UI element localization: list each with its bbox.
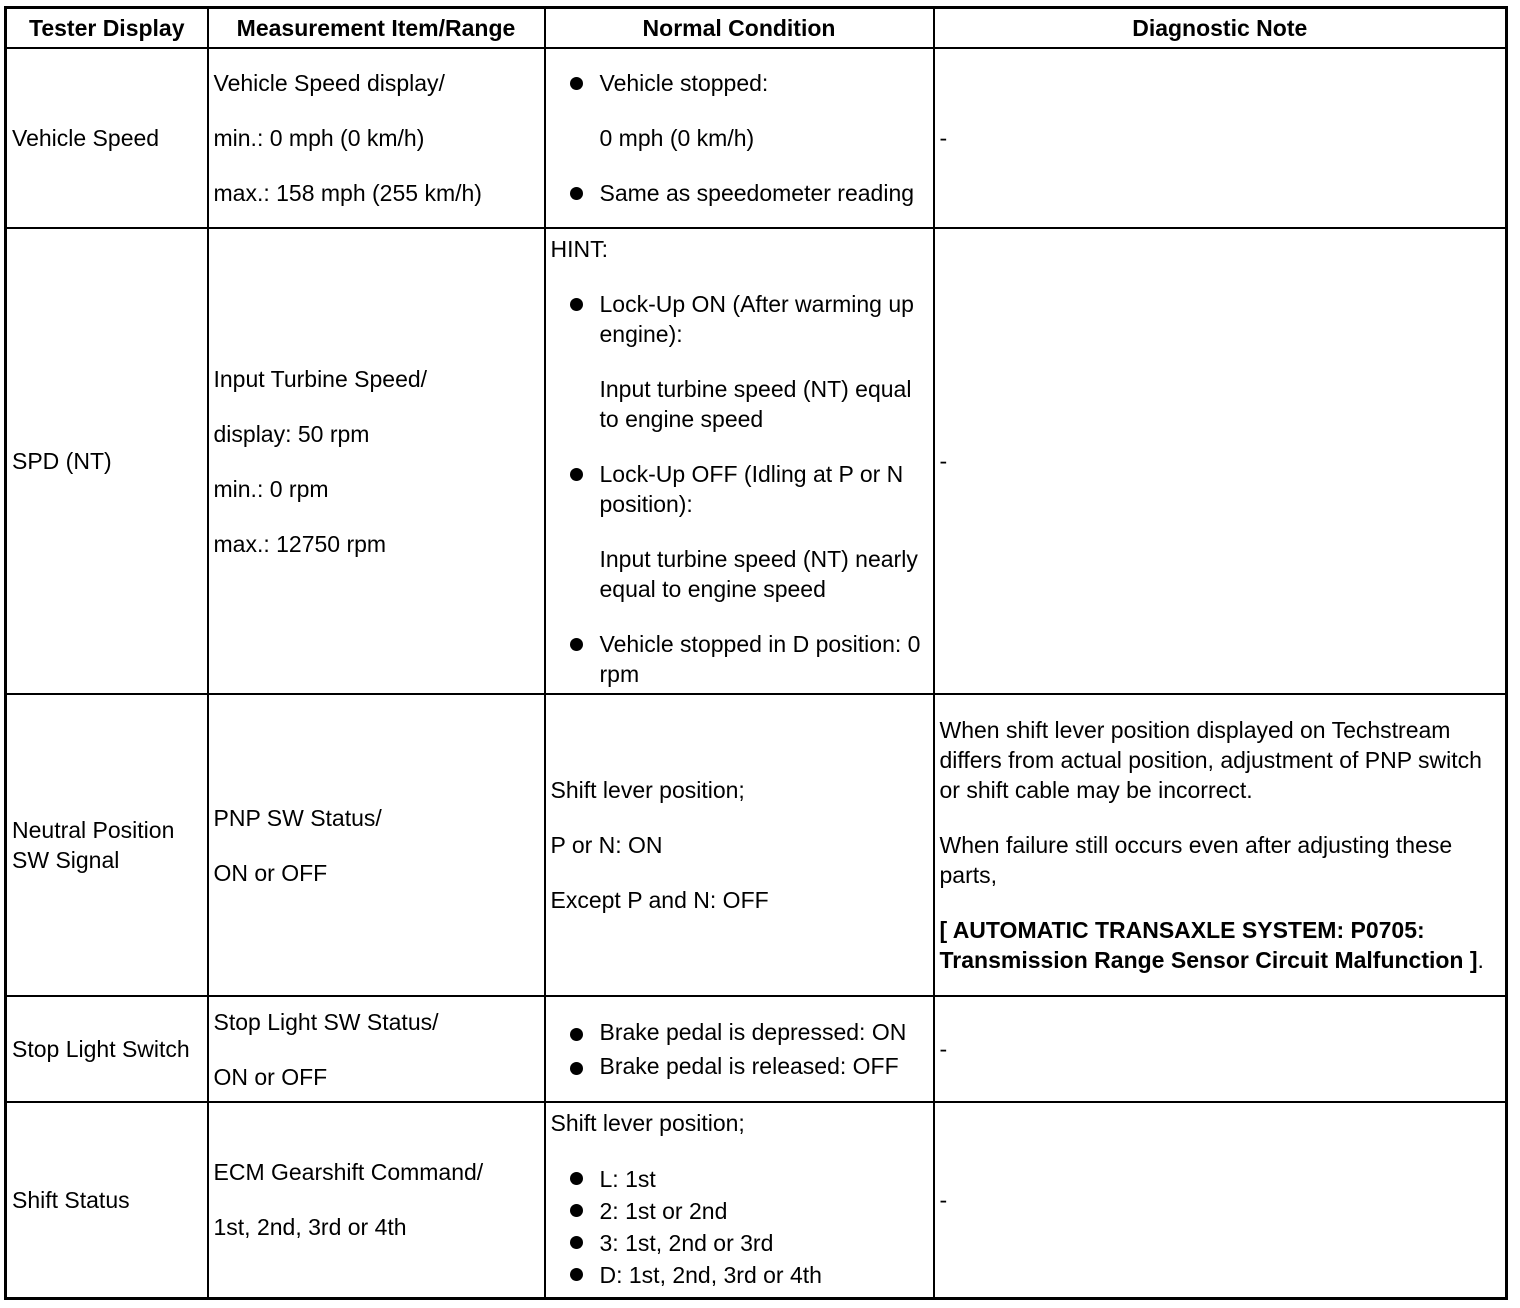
condition-text: Vehicle stopped: — [599, 70, 769, 96]
header-diagnostic-note: Diagnostic Note — [934, 8, 1507, 49]
tester-display-cell: Shift Status — [6, 1102, 208, 1298]
measurement-line: 1st, 2nd, 3rd or 4th — [213, 1214, 407, 1241]
condition-text: Vehicle stopped in D position: 0 rpm — [599, 630, 921, 687]
measurement-cell — [208, 228, 545, 694]
diagnostic-note-cell: - — [934, 228, 1507, 694]
hint-label: HINT: — [550, 235, 608, 262]
measurement-cell — [208, 1102, 545, 1298]
measurement-line: min.: 0 rpm — [213, 475, 329, 502]
measurement-cell — [208, 996, 545, 1102]
table-row — [6, 694, 1507, 996]
measurement-line: max.: 12750 rpm — [213, 530, 387, 557]
condition-item — [551, 178, 928, 208]
diagnostic-data-table — [4, 6, 1508, 1300]
diagnostic-note-cell — [934, 694, 1507, 996]
dtc-reference-link[interactable]: [ AUTOMATIC TRANSAXLE SYSTEM: P0705: Transmission Range Sensor Circuit Malfunction ] — [939, 917, 1478, 973]
measurement-line: ECM Gearshift Command/ — [213, 1159, 484, 1186]
condition-item — [551, 1195, 928, 1227]
condition-text: Lock-Up OFF (Idling at P or N position): — [599, 460, 904, 517]
condition-text: Brake pedal is depressed: ON — [599, 1019, 907, 1045]
condition-item — [551, 1163, 928, 1195]
condition-item — [551, 629, 928, 689]
tester-display-cell: Neutral Position SW Signal — [6, 694, 208, 996]
measurement-line: Stop Light SW Status/ — [213, 1008, 439, 1035]
note-reference — [940, 915, 1501, 975]
normal-condition-cell — [545, 228, 934, 694]
note-paragraph: When failure still occurs even after adjusting these parts, — [939, 832, 1453, 888]
tester-display-cell: Stop Light Switch — [6, 996, 208, 1102]
note-paragraph: When shift lever position displayed on Techstream differs from actual position, adjustment of PNP switch or shift cable may be incorrect. — [939, 717, 1482, 803]
condition-item — [551, 1053, 928, 1079]
condition-text: D: 1st, 2nd, 3rd or 4th — [599, 1262, 822, 1289]
condition-text: 2: 1st or 2nd — [599, 1198, 728, 1225]
reference-suffix: . — [1477, 947, 1484, 973]
condition-item — [551, 1019, 928, 1045]
measurement-line: PNP SW Status/ — [213, 804, 382, 831]
diagnostic-note-cell: - — [934, 48, 1507, 228]
diagnostic-note-cell: - — [934, 996, 1507, 1102]
measurement-line: display: 50 rpm — [213, 420, 370, 447]
measurement-line: Vehicle Speed display/ — [213, 70, 445, 96]
condition-list — [551, 1163, 928, 1291]
tester-display-cell: SPD (NT) — [6, 228, 208, 694]
table-header-row — [6, 8, 1507, 49]
condition-list — [551, 1019, 928, 1079]
condition-line: P or N: ON — [550, 832, 663, 858]
measurement-cell — [208, 694, 545, 996]
measurement-line: max.: 158 mph (255 km/h) — [213, 180, 482, 206]
condition-sub-text: 0 mph (0 km/h) — [599, 125, 755, 151]
measurement-line: ON or OFF — [213, 1063, 328, 1090]
condition-text: Brake pedal is released: OFF — [599, 1053, 899, 1079]
header-tester-display: Tester Display — [6, 8, 208, 49]
condition-lead: Shift lever position; — [550, 1110, 745, 1137]
diagnostic-note-cell: - — [934, 1102, 1507, 1298]
normal-condition-cell — [545, 694, 934, 996]
measurement-cell — [208, 48, 545, 228]
condition-text: L: 1st — [599, 1166, 656, 1193]
table-row — [6, 1102, 1507, 1298]
condition-item — [551, 68, 928, 153]
table-row — [6, 996, 1507, 1102]
normal-condition-cell — [545, 996, 934, 1102]
normal-condition-cell — [545, 48, 934, 228]
condition-item — [551, 289, 928, 434]
condition-line: Except P and N: OFF — [550, 887, 769, 913]
condition-item — [551, 459, 928, 604]
condition-line: Shift lever position; — [550, 777, 745, 803]
table-row — [6, 228, 1507, 694]
measurement-line: Input Turbine Speed/ — [213, 365, 428, 392]
tester-display-cell: Vehicle Speed — [6, 48, 208, 228]
header-normal-condition: Normal Condition — [545, 8, 934, 49]
normal-condition-cell — [545, 1102, 934, 1298]
condition-sub-text: Input turbine speed (NT) nearly equal to engine speed — [599, 545, 918, 602]
condition-list — [551, 289, 928, 689]
condition-sub-text: Input turbine speed (NT) equal to engine speed — [599, 375, 912, 432]
condition-text: Same as speedometer reading — [599, 180, 915, 206]
header-measurement-item: Measurement Item/Range — [208, 8, 545, 49]
measurement-line: min.: 0 mph (0 km/h) — [213, 125, 425, 151]
condition-text: Lock-Up ON (After warming up engine): — [599, 290, 914, 347]
condition-text: 3: 1st, 2nd or 3rd — [599, 1230, 774, 1257]
condition-item — [551, 1259, 928, 1291]
condition-item — [551, 1227, 928, 1259]
measurement-line: ON or OFF — [213, 859, 328, 886]
table-row — [6, 48, 1507, 228]
condition-list — [551, 68, 928, 208]
